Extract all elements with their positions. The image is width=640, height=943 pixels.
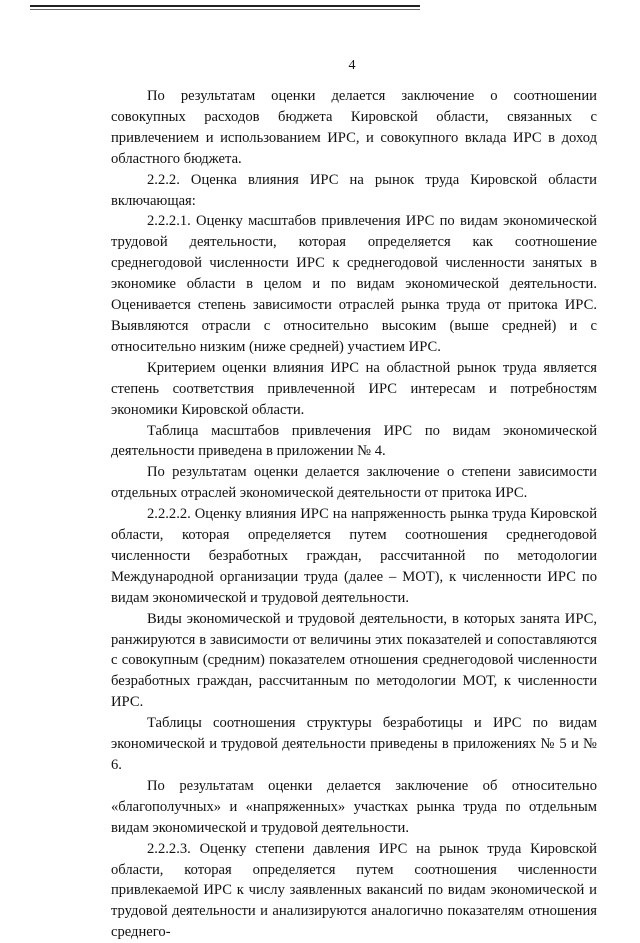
paragraph: Таблицы соотношения структуры безработицы и ИРС по видам экономической и трудовой деятельности приведены в приложениях № 5 и № 6. <box>111 715 597 773</box>
paragraph: 2.2.2. Оценка влияния ИРС на рынок труда Кировской области включающая: <box>111 171 597 209</box>
paragraph: Виды экономической и трудовой деятельности, в которых занята ИРС, ранжируются в зависимости от величины этих показателей и сопоставляются с совокупным (средним) показателем отношения среднегодовой численности безработных граждан, рассчитанным по методологии МОТ, к численности ИРС. <box>111 610 597 711</box>
paragraph: 2.2.2.1. Оценку масштабов привлечения ИРС по видам экономической трудовой деятельности, которая определяется как соотношение среднегодовой численности ИРС к среднегодовой численности занятых в экономике области в целом и по видам экономической деятельности. Оценивается степень зависимости отраслей рынка труда от притока ИРС. Выявляются отрасли с относительно высоким (выше средней) и с относительно низким (ниже средней) участием ИРС. <box>111 213 597 355</box>
paragraph: 2.2.2.3. Оценку степени давления ИРС на рынок труда Кировской области, которая определяется путем соотношения численности привлекаемой ИРС к числу заявленных вакансий по видам экономической и трудовой деятельности и анализируются аналогично показателям отношения среднего- <box>111 840 597 941</box>
paragraph: По результатам оценки делается заключение о степени зависимости отдельных отраслей экономической деятельности от притока ИРС. <box>111 464 597 502</box>
paragraph: По результатам оценки делается заключение о соотношении совокупных расходов бюджета Кировской области, связанных с привлечением и использованием ИРС, и совокупного вклада ИРС в доход областного бюджета. <box>111 88 597 167</box>
page-number: 4 <box>348 58 356 73</box>
paragraph: По результатам оценки делается заключение об относительно «благополучных» и «напряженных» участках рынка труда по отдельным видам экономической и трудовой деятельности. <box>111 777 597 836</box>
paragraph: Критерием оценки влияния ИРС на областной рынок труда является степень соответствия привлеченной ИРС интересам и потребностям экономики Кировской области. <box>111 359 597 418</box>
document-body <box>111 86 597 943</box>
paragraph: Таблица масштабов привлечения ИРС по видам экономической деятельности приведена в приложении № 4. <box>111 422 597 460</box>
paragraph: 2.2.2.2. Оценку влияния ИРС на напряженность рынка труда Кировской области, которая определяется путем соотношения среднегодовой численности безработных граждан, рассчитанной по методологии Международной организации труда (далее – МОТ), к численности ИРС по видам экономической и трудовой деятельности. <box>111 506 597 606</box>
header-rule <box>30 5 420 7</box>
header-rule-thin <box>30 9 420 10</box>
